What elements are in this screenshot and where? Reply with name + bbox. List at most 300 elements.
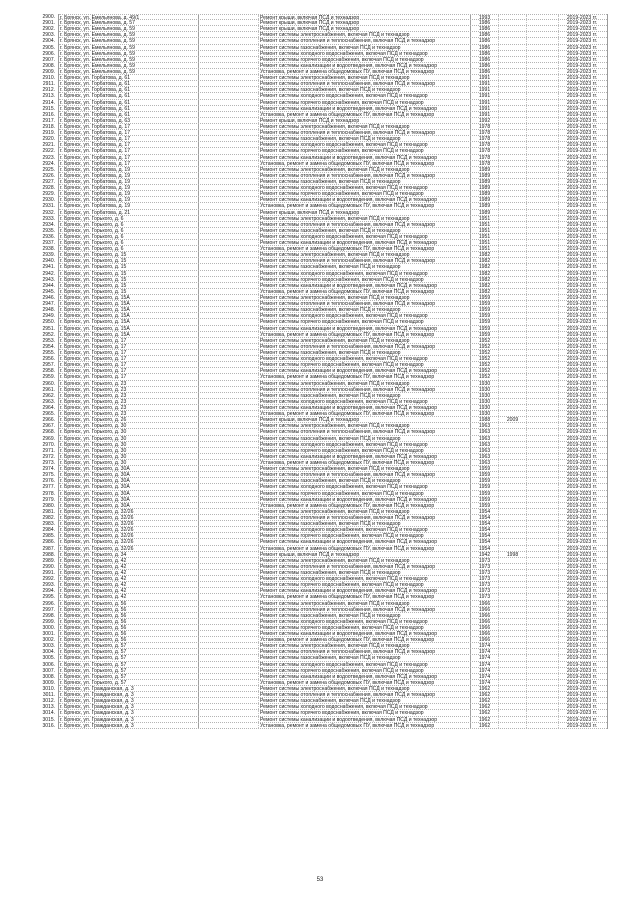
build-year-cell: 1986	[471, 63, 499, 68]
row-number: 2941.	[42, 264, 55, 271]
work-type-cell: Ремонт системы горячего водоснабжения, включая ПСД и технадзор	[259, 710, 471, 715]
empty-cell	[527, 509, 559, 514]
last-repair-year-cell	[499, 271, 527, 276]
last-repair-year-cell	[499, 381, 527, 386]
build-year-cell: 1963	[471, 454, 499, 459]
address-cell: г. Брянск, ул. Горького, д. 30	[59, 460, 199, 465]
address-cell: г. Брянск, ул. Гражданская, д. 3	[59, 704, 199, 709]
work-type-cell: Установка, ремонт и замена общедомовых ПУ, включая ПСД и технадзор	[259, 112, 471, 117]
last-repair-year-cell	[499, 173, 527, 178]
last-repair-year-cell	[499, 167, 527, 172]
row-number: 2966.	[42, 417, 55, 424]
row-number: 2955.	[42, 350, 55, 357]
work-type-cell: Ремонт системы отопления и теплоснабжения, включая ПСД и технадзор	[259, 692, 471, 697]
empty-cell	[199, 478, 259, 483]
planned-period-cell: 2019-2023 гг.	[566, 319, 598, 325]
empty-cell	[527, 283, 559, 288]
row-number: 2923.	[42, 154, 55, 161]
planned-period-cell: 2019-2023 гг.	[566, 679, 598, 686]
row-number: 2903.	[42, 32, 55, 39]
work-type-cell: Ремонт системы электроснабжения, включая ПСД и технадзор	[259, 381, 471, 386]
empty-cell	[527, 69, 559, 74]
row-number: 2906.	[42, 50, 55, 57]
row-number: 2968.	[42, 429, 55, 436]
last-repair-year-cell	[499, 301, 527, 306]
work-type-cell: Ремонт системы отопления и теплоснабжения, включая ПСД и технадзор	[259, 429, 471, 434]
empty-cell	[199, 576, 259, 581]
address-cell: г. Брянск, ул. Горького, д. 30А	[59, 484, 199, 489]
empty-cell	[527, 356, 559, 361]
work-type-cell: Ремонт системы газоснабжения, включая ПСД и технадзор	[259, 570, 471, 575]
planned-period-cell: 2019-2023 гг.	[566, 258, 598, 264]
empty-cell	[527, 185, 559, 190]
planned-period-cell: 2019-2023 гг.	[566, 44, 598, 50]
empty-cell	[527, 295, 559, 300]
row-number: 3012.	[42, 698, 55, 705]
address-cell: г. Брянск, ул. Горбатова, д. 19	[59, 173, 199, 178]
planned-period-cell: 2019-2023 гг.	[566, 374, 598, 380]
planned-period-cell: 2019-2023 гг.	[566, 270, 598, 276]
build-year-cell: 1989	[471, 203, 499, 208]
planned-period-cell: 2019-2023 гг.	[566, 582, 598, 588]
last-repair-year-cell	[499, 466, 527, 471]
empty-cell	[199, 69, 259, 74]
build-year-cell: 1982	[471, 252, 499, 257]
build-year-cell: 1963	[471, 442, 499, 447]
empty-cell	[527, 326, 559, 331]
address-cell: г. Брянск, ул. Горького, д. 6	[59, 222, 199, 227]
planned-period-cell: 2019-2023 гг.	[566, 521, 598, 527]
empty-cell	[199, 51, 259, 56]
empty-cell	[527, 32, 559, 37]
last-repair-year-cell	[499, 350, 527, 355]
empty-cell	[199, 582, 259, 587]
work-type-cell: Ремонт системы горячего водоснабжения, включая ПСД и технадзор	[259, 625, 471, 630]
planned-period-cell: 2019-2023 гг.	[566, 185, 598, 191]
work-type-cell: Ремонт системы горячего водоснабжения, включая ПСД и технадзор	[259, 668, 471, 673]
empty-cell	[527, 423, 559, 428]
empty-cell	[199, 234, 259, 239]
work-type-cell: Ремонт системы холодного водоснабжения, включая ПСД и технадзор	[259, 527, 471, 532]
work-type-cell: Ремонт крыши, включая ПСД и технадзор	[259, 15, 471, 19]
last-repair-year-cell	[499, 478, 527, 483]
build-year-cell: 1973	[471, 576, 499, 581]
last-repair-year-cell	[499, 631, 527, 636]
build-year-cell: 1978	[471, 142, 499, 147]
last-repair-year-cell	[499, 411, 527, 416]
row-number: 2942.	[42, 270, 55, 277]
empty-cell	[527, 203, 559, 208]
empty-cell	[199, 87, 259, 92]
address-cell: г. Брянск, ул. Горького, д. 32/26	[59, 546, 199, 551]
row-number: 2905.	[42, 44, 55, 51]
row-number: 2981.	[42, 508, 55, 515]
work-type-cell: Ремонт системы канализации и водоотведения, включая ПСД и технадзор	[259, 405, 471, 410]
empty-cell	[527, 655, 559, 660]
row-number: 2969.	[42, 435, 55, 442]
empty-cell	[527, 374, 559, 379]
work-type-cell: Установка, ремонт и замена общедомовых ПУ, включая ПСД и технадзор	[259, 460, 471, 465]
empty-cell	[199, 387, 259, 392]
work-type-cell: Ремонт системы электроснабжения, включая ПСД и технадзор	[259, 124, 471, 129]
empty-cell	[527, 148, 559, 153]
row-number: 3008.	[42, 673, 55, 680]
last-repair-year-cell	[499, 704, 527, 709]
build-year-cell: 1952	[471, 350, 499, 355]
work-type-cell: Ремонт системы газоснабжения, включая ПСД и технадзор	[259, 264, 471, 269]
row-number: 2958.	[42, 368, 55, 375]
planned-period-cell: 2019-2023 гг.	[566, 667, 598, 673]
empty-cell	[199, 509, 259, 514]
planned-period-cell: 2019-2023 гг.	[566, 533, 598, 539]
empty-cell	[527, 124, 559, 129]
build-year-cell: 1978	[471, 155, 499, 160]
row-number: 2949.	[42, 313, 55, 320]
empty-cell	[199, 362, 259, 367]
address-cell: г. Брянск, ул. Горького, д. 57	[59, 674, 199, 679]
work-type-cell: Ремонт системы горячего водоснабжения, включая ПСД и технадзор	[259, 319, 471, 324]
planned-period-cell: 2019-2023 гг.	[566, 557, 598, 563]
empty-cell	[199, 564, 259, 569]
empty-cell	[527, 228, 559, 233]
empty-cell	[199, 191, 259, 196]
empty-cell	[527, 240, 559, 245]
work-type-cell: Ремонт системы канализации и водоотведения, включая ПСД и технадзор	[259, 497, 471, 502]
empty-cell	[199, 607, 259, 612]
planned-period-cell: 2019-2023 гг.	[566, 331, 598, 337]
empty-cell	[527, 491, 559, 496]
planned-period-cell: 2019-2023 гг.	[566, 484, 598, 490]
empty-cell	[199, 295, 259, 300]
last-repair-year-cell	[499, 228, 527, 233]
last-repair-year-cell	[499, 161, 527, 166]
empty-cell	[199, 118, 259, 123]
work-type-cell: Ремонт системы электроснабжения, включая ПСД и технадзор	[259, 509, 471, 514]
row-number: 2951.	[42, 325, 55, 332]
last-repair-year-cell	[499, 319, 527, 324]
work-type-cell: Ремонт крыши, включая ПСД и технадзор	[259, 20, 471, 25]
address-cell: г. Брянск, ул. Горького, д. 42	[59, 588, 199, 593]
empty-cell	[527, 173, 559, 178]
empty-cell	[527, 399, 559, 404]
work-type-cell: Ремонт системы отопления и теплоснабжения, включая ПСД и технадзор	[259, 130, 471, 135]
last-repair-year-cell	[499, 423, 527, 428]
empty-cell	[527, 344, 559, 349]
work-type-cell: Ремонт системы горячего водоснабжения, включая ПСД и технадзор	[259, 533, 471, 538]
last-repair-year-cell	[499, 51, 527, 56]
empty-cell	[199, 155, 259, 160]
work-type-cell: Ремонт системы газоснабжения, включая ПСД и технадзор	[259, 478, 471, 483]
build-year-cell: 1959	[471, 307, 499, 312]
empty-cell	[199, 710, 259, 715]
last-repair-year-cell	[499, 662, 527, 667]
address-cell: г. Брянск, ул. Горького, д. 56	[59, 613, 199, 618]
row-number: 2962.	[42, 392, 55, 399]
address-cell: г. Брянск, ул. Емельянова, д. 59	[59, 26, 199, 31]
work-type-cell: Ремонт системы холодного водоснабжения, включая ПСД и технадзор	[259, 484, 471, 489]
work-type-cell: Ремонт системы электроснабжения, включая ПСД и технадзор	[259, 686, 471, 691]
work-type-cell: Установка, ремонт и замена общедомовых ПУ, включая ПСД и технадзор	[259, 332, 471, 337]
empty-cell	[527, 118, 559, 123]
build-year-cell: 1974	[471, 662, 499, 667]
empty-cell	[527, 167, 559, 172]
row-number: 3015.	[42, 716, 55, 723]
empty-cell	[199, 704, 259, 709]
work-type-cell: Ремонт системы горячего водоснабжения, включая ПСД и технадзор	[259, 491, 471, 496]
last-repair-year-cell	[499, 655, 527, 660]
row-number: 2984.	[42, 527, 55, 534]
build-year-cell: 1989	[471, 167, 499, 172]
planned-period-cell: 2019-2023 гг.	[566, 203, 598, 209]
address-cell: г. Брянск, ул. Горбатова, д. 19	[59, 167, 199, 172]
row-number: 2908.	[42, 62, 55, 69]
work-type-cell: Ремонт системы канализации и водоотведения, включая ПСД и технадзор	[259, 155, 471, 160]
work-type-cell: Ремонт системы отопления и теплоснабжения, включая ПСД и технадзор	[259, 387, 471, 392]
address-cell: г. Брянск, ул. Гражданская, д. 3	[59, 686, 199, 691]
build-year-cell: 1991	[471, 93, 499, 98]
last-repair-year-cell	[499, 307, 527, 312]
empty-cell	[199, 75, 259, 80]
work-type-cell: Ремонт системы холодного водоснабжения, включая ПСД и технадзор	[259, 142, 471, 147]
empty-cell	[527, 20, 559, 25]
empty-cell	[199, 222, 259, 227]
empty-cell	[199, 539, 259, 544]
planned-period-cell: 2019-2023 гг.	[566, 527, 598, 533]
work-type-cell: Ремонт системы электроснабжения, включая ПСД и технадзор	[259, 338, 471, 343]
planned-period-cell: 2019-2023 гг.	[566, 545, 598, 551]
last-repair-year-cell	[499, 448, 527, 453]
work-type-cell: Ремонт системы горячего водоснабжения, включая ПСД и технадзор	[259, 277, 471, 282]
last-repair-year-cell	[499, 649, 527, 654]
build-year-cell: 1962	[471, 717, 499, 722]
last-repair-year-cell	[499, 668, 527, 673]
empty-cell	[527, 87, 559, 92]
empty-cell	[527, 698, 559, 703]
build-year-cell: 1978	[471, 130, 499, 135]
empty-cell	[527, 429, 559, 434]
empty-cell	[199, 277, 259, 282]
build-year-cell: 1963	[471, 460, 499, 465]
empty-cell	[527, 649, 559, 654]
build-year-cell: 1952	[471, 362, 499, 367]
address-cell: г. Брянск, ул. Горького, д. 30А	[59, 491, 199, 496]
build-year-cell: 1978	[471, 161, 499, 166]
empty-cell	[527, 197, 559, 202]
empty-cell	[199, 130, 259, 135]
last-repair-year-cell	[499, 332, 527, 337]
last-repair-year-cell	[499, 45, 527, 50]
work-type-cell: Ремонт системы холодного водоснабжения, включая ПСД и технадзор	[259, 313, 471, 318]
empty-cell	[199, 81, 259, 86]
empty-cell	[199, 662, 259, 667]
row-number: 2911.	[42, 81, 55, 88]
planned-period-cell: 2019-2023 гг.	[566, 148, 598, 154]
row-number: 2978.	[42, 490, 55, 497]
empty-cell	[199, 381, 259, 386]
planned-period-cell: 2019-2023 гг.	[566, 111, 598, 117]
row-number: 2997.	[42, 606, 55, 613]
build-year-cell: 1966	[471, 631, 499, 636]
empty-cell	[527, 234, 559, 239]
planned-period-cell: 2019-2023 гг.	[566, 178, 598, 185]
work-type-cell: Ремонт системы газоснабжения, включая ПСД и технадзор	[259, 228, 471, 233]
empty-cell	[199, 240, 259, 245]
address-cell: г. Брянск, ул. Гражданская, д. 3	[59, 717, 199, 722]
address-cell: г. Брянск, ул. Горького, д. 15А	[59, 307, 199, 312]
empty-cell	[527, 381, 559, 386]
planned-period-cell: 2019-2023 гг.	[566, 386, 598, 392]
planned-period-cell: 2019-2023 гг.	[566, 710, 598, 716]
last-repair-year-cell	[499, 142, 527, 147]
empty-cell	[199, 643, 259, 648]
planned-period-cell: 2019-2023 гг.	[566, 514, 598, 521]
row-number: 2944.	[42, 282, 55, 289]
empty-cell	[199, 491, 259, 496]
address-cell: г. Брянск, ул. Горького, д. 30А	[59, 466, 199, 471]
empty-cell	[199, 588, 259, 593]
empty-cell	[527, 417, 559, 422]
planned-period-cell: 2019-2023 гг.	[566, 398, 598, 404]
empty-cell	[527, 387, 559, 392]
build-year-cell: 1951	[471, 246, 499, 251]
last-repair-year-cell	[499, 93, 527, 98]
address-cell: г. Брянск, ул. Емельянова, д. 57	[59, 20, 199, 25]
empty-cell	[527, 277, 559, 282]
address-cell: г. Брянск, ул. Горького, д. 23	[59, 387, 199, 392]
address-cell: г. Брянск, ул. Горбатова, д. 61	[59, 106, 199, 111]
empty-cell	[199, 264, 259, 269]
address-cell: г. Брянск, ул. Горького, д. 15А	[59, 295, 199, 300]
row-number: 2959.	[42, 374, 55, 381]
empty-cell	[527, 26, 559, 31]
last-repair-year-cell	[499, 436, 527, 441]
empty-cell	[199, 326, 259, 331]
row-number: 2988.	[42, 551, 55, 558]
empty-cell	[527, 552, 559, 557]
address-cell: г. Брянск, ул. Горького, д. 30А	[59, 472, 199, 477]
last-repair-year-cell	[499, 454, 527, 459]
build-year-cell: 1963	[471, 436, 499, 441]
last-repair-year-cell	[499, 607, 527, 612]
row-number: 2964.	[42, 405, 55, 411]
empty-cell	[527, 619, 559, 624]
row-number: 2900.	[42, 14, 55, 20]
planned-period-cell: 2019-2023 гг.	[566, 56, 598, 62]
row-number: 2965.	[42, 411, 55, 418]
work-type-cell: Установка, ремонт и замена общедомовых ПУ, включая ПСД и технадзор	[259, 723, 471, 728]
work-type-cell: Ремонт системы канализации и водоотведения, включая ПСД и технадзор	[259, 588, 471, 593]
empty-cell	[199, 161, 259, 166]
row-number: 2915.	[42, 105, 55, 112]
work-type-cell: Ремонт системы холодного водоснабжения, включая ПСД и технадзор	[259, 619, 471, 624]
row-number: 2999.	[42, 618, 55, 625]
planned-period-cell: 2019-2023 гг.	[566, 459, 598, 466]
build-year-cell: 1966	[471, 619, 499, 624]
address-cell: г. Брянск, ул. Горбатова, д. 17	[59, 130, 199, 135]
work-type-cell: Установка, ремонт и замена общедомовых ПУ, включая ПСД и технадзор	[259, 374, 471, 379]
address-cell: г. Брянск, ул. Горбатова, д. 19	[59, 197, 199, 202]
address-cell: г. Брянск, ул. Горького, д. 57	[59, 655, 199, 660]
address-cell: г. Брянск, ул. Горбатова, д. 19	[59, 179, 199, 184]
last-repair-year-cell	[499, 118, 527, 123]
planned-period-cell: 2019-2023 гг.	[566, 172, 598, 178]
work-type-cell: Ремонт системы холодного водоснабжения, включая ПСД и технадзор	[259, 93, 471, 98]
build-year-cell: 1959	[471, 295, 499, 300]
build-year-cell: 1974	[471, 680, 499, 685]
empty-cell	[199, 148, 259, 153]
last-repair-year-cell	[499, 533, 527, 538]
empty-cell	[199, 356, 259, 361]
empty-cell	[199, 405, 259, 410]
build-year-cell: 1989	[471, 191, 499, 196]
work-type-cell: Ремонт системы канализации и водоотведения, включая ПСД и технадзор	[259, 454, 471, 459]
empty-cell	[199, 197, 259, 202]
last-repair-year-cell	[499, 546, 527, 551]
row-number: 2935.	[42, 227, 55, 234]
planned-period-cell: 2019-2023 гг.	[566, 26, 598, 32]
row-number: 2972.	[42, 453, 55, 460]
address-cell: г. Брянск, ул. Горького, д. 42	[59, 558, 199, 563]
last-repair-year-cell	[499, 582, 527, 587]
empty-cell	[199, 100, 259, 105]
empty-cell	[199, 655, 259, 660]
build-year-cell: 1962	[471, 698, 499, 703]
planned-period-cell: 2019-2023 гг.	[566, 343, 598, 350]
work-type-cell: Ремонт крыши, включая ПСД и технадзор	[259, 210, 471, 215]
address-cell: г. Брянск, ул. Горького, д. 17	[59, 356, 199, 361]
row-number: 2993.	[42, 582, 55, 589]
work-type-cell: Ремонт системы газоснабжения, включая ПСД и технадзор	[259, 521, 471, 526]
row-number: 3000.	[42, 624, 55, 631]
address-cell: г. Брянск, ул. Горького, д. 15А	[59, 319, 199, 324]
address-cell: г. Брянск, ул. Емельянова, д. 59	[59, 38, 199, 43]
empty-cell	[527, 717, 559, 722]
empty-cell	[527, 442, 559, 447]
empty-cell	[199, 20, 259, 25]
empty-cell	[527, 533, 559, 538]
build-year-cell: 1963	[471, 448, 499, 453]
work-type-cell: Ремонт системы газоснабжения, включая ПСД и технадзор	[259, 655, 471, 660]
last-repair-year-cell	[499, 130, 527, 135]
build-year-cell: 1954	[471, 509, 499, 514]
empty-cell	[199, 93, 259, 98]
last-repair-year-cell	[499, 246, 527, 251]
work-type-cell: Установка, ремонт и замена общедомовых ПУ, включая ПСД и технадзор	[259, 594, 471, 599]
empty-cell	[199, 173, 259, 178]
planned-period-cell: 2019-2023 гг.	[566, 307, 598, 313]
row-number: 2975.	[42, 472, 55, 479]
address-cell: г. Брянск, ул. Емельянова, д. 59	[59, 45, 199, 50]
empty-cell	[527, 57, 559, 62]
planned-period-cell: 2019-2023 гг.	[566, 130, 598, 136]
build-year-cell: 1942	[471, 552, 499, 557]
empty-cell	[199, 558, 259, 563]
empty-cell	[199, 423, 259, 428]
empty-cell	[527, 301, 559, 306]
last-repair-year-cell	[499, 216, 527, 221]
planned-period-cell: 2019-2023 гг.	[566, 716, 598, 722]
last-repair-year-cell	[499, 539, 527, 544]
work-type-cell: Ремонт системы электроснабжения, включая ПСД и технадзор	[259, 643, 471, 648]
empty-cell	[199, 307, 259, 312]
address-cell: г. Брянск, ул. Горбатова, д. 17	[59, 142, 199, 147]
build-year-cell: 1930	[471, 393, 499, 398]
planned-period-cell: 2019-2023 гг.	[566, 295, 598, 301]
empty-cell	[199, 45, 259, 50]
build-year-cell: 1978	[471, 136, 499, 141]
last-repair-year-cell	[499, 558, 527, 563]
planned-period-cell: 2019-2023 гг.	[566, 62, 598, 68]
